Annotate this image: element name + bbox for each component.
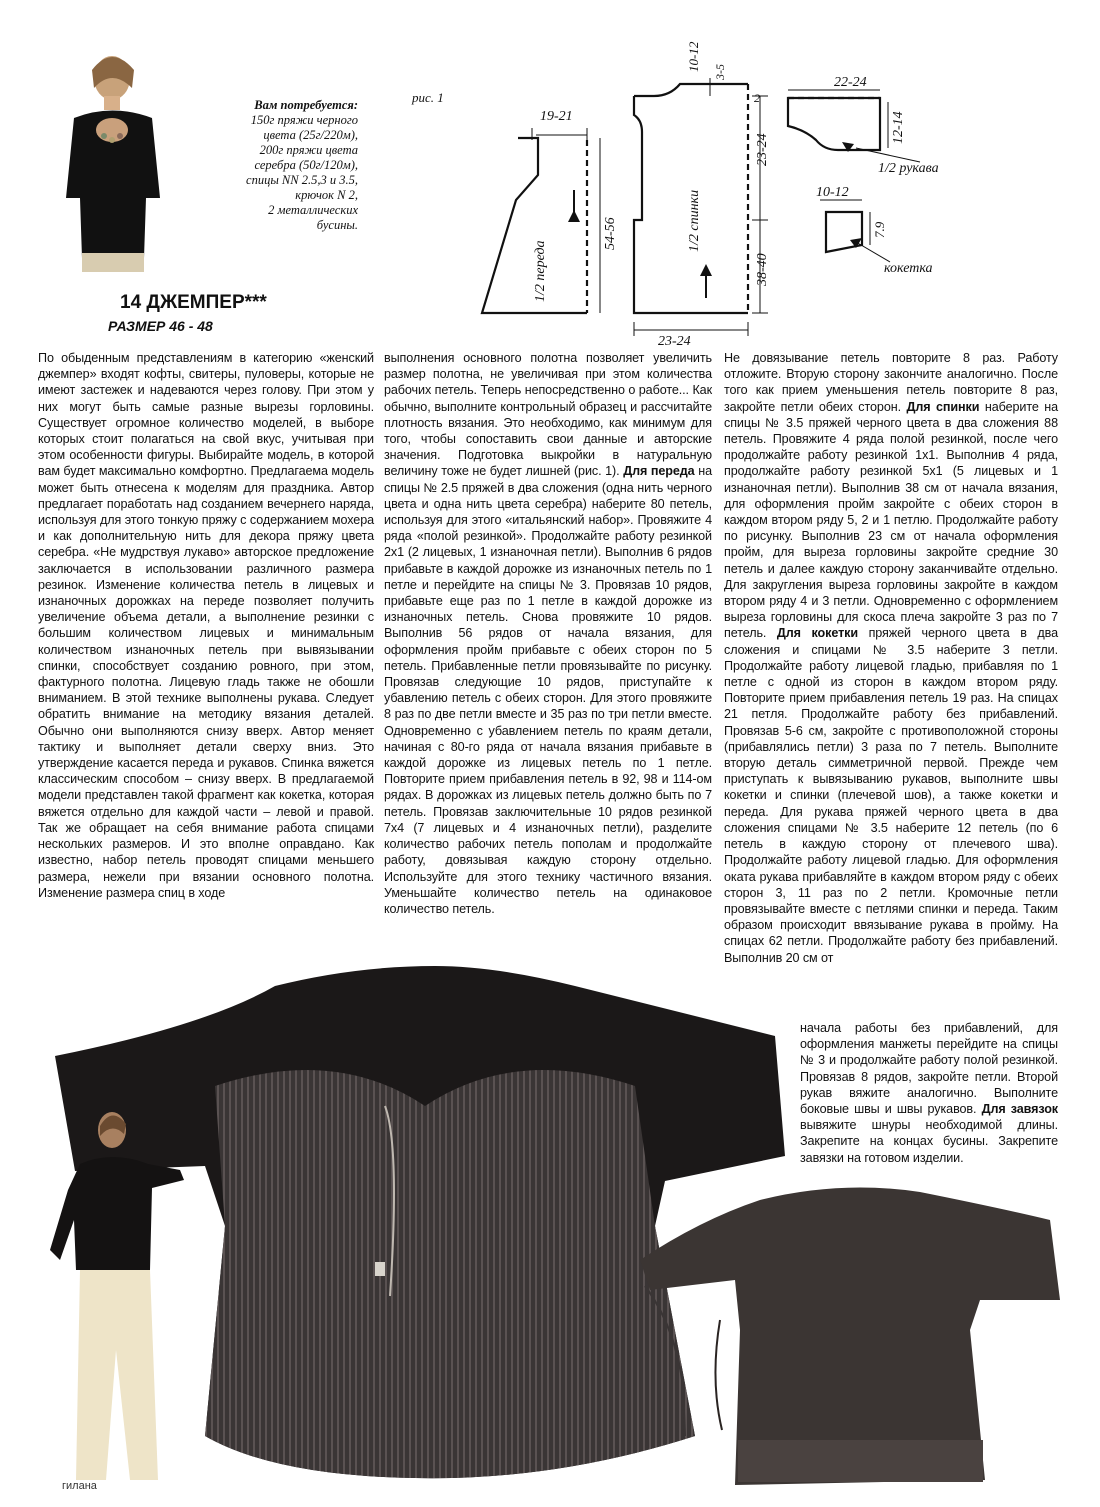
text-span: начала работы без прибавлений, для оформления манжеты перейдите на спицы № 3 и продолжайте работу полой резинкой. Провязав 8 рядов, закройте петли. Второй рукав вяжите аналогично. Выполните боковые швы и швы рукавов. <box>800 1021 1058 1117</box>
materials-title: Вам потребуется: <box>254 98 358 112</box>
model-photo <box>60 48 172 272</box>
materials-line: цвета (25г/220м), <box>263 128 358 142</box>
back-piece-label: 1/2 спинки <box>687 189 702 252</box>
front-piece-label: 1/2 переда <box>533 240 548 302</box>
paragraph <box>384 350 712 917</box>
armhole-height-label: 23-24 <box>755 133 770 166</box>
yoke-height-label: 7.9 <box>872 221 887 238</box>
body-height-label: 38-40 <box>755 253 770 286</box>
jumper-photo-back <box>640 1180 1070 1490</box>
materials-line: 200г пряжи цвета <box>259 143 358 157</box>
sleeve-width-label: 22-24 <box>834 75 867 90</box>
materials-line: спицы NN 2.5,3 и 3.5, <box>246 173 358 187</box>
materials-line: 2 металлических <box>268 203 358 217</box>
shoulder-drop-label: 2 <box>754 91 760 105</box>
sleeve-cap-label: 12-14 <box>891 111 906 144</box>
text-span: выполнения основного полотна позволяет увеличить размер полотна, не увеличивая при этом количества рабочих петель. Теперь непосредственно о работе... Как обычно, выполните контрольный образец и рассчитайте плотность вязания. Это необходимо, как минимум для того, чтобы сопоставить свои данные и авторские значения. Подготовка выкройки в натуральную величину тоже не будет лишней (рис. 1). <box>384 351 712 479</box>
materials-line: крючок N 2, <box>295 188 358 202</box>
bold-heading-front: Для переда <box>623 464 695 479</box>
bold-heading-ties: Для завязок <box>981 1102 1059 1117</box>
materials-line: бусины. <box>316 218 358 232</box>
pattern-schematic <box>470 40 1070 350</box>
text-column-1 <box>38 350 374 901</box>
text-span: на спицы № 2.5 пряжей в два сложения (одна нить черного цвета и одна нить цвета серебра) наберите 80 петель, используя для этого «итальянский набор». Провяжите 4 ряда «полой резинкой». Продолжайте работу резинкой 2х1 (2 лицевых, 1 изнаночная петли). Выполнив 6 рядов прибавьте в каждой дорожке из изнаночных петель по 1 петле и перейдите на спицы № 3. Провязав 10 рядов, прибавьте еще раз по 1 петле в каждой дорожке из изнаночных петель. Снова провяжите 10 рядов. Выполнив 56 рядов от начала вязания, для оформления пройм прибавьте с обеих сторон по 5 петель. Прибавленные петли провязывайте по рисунку. Провязав следующие 10 рядов, приступайте к убавлению петель с обеих сторон. Для этого провяжите 8 раз по две петли вместе и 35 раз по три петли вместе. Одновременно с убавлением петель по краям детали, начиная с 80-го ряда от начала вязания прибавьте в каждой дорожке из лицевых петель по 1 петле. Повторите прием прибавления петель в 92, 98 и 114-ом рядах. В дорожках из лицевых петель должно быть по 7 петель. Провязав заключительные 10 рядов резинкой 7х4 (7 лицевых и 4 изнаночных петли), разделите количество рабочих петель пополам и продолжайте работу, довязывая каждую сторону отдельно. Используйте для этого технику частичного вязания. Уменьшайте количество петель на одинаковое количество петель. <box>384 464 712 916</box>
model-back-view-photo <box>40 1100 220 1480</box>
yoke-label: кокетка <box>884 261 933 276</box>
front-height-label: 54-56 <box>603 217 618 250</box>
bold-heading-back: Для спинки <box>906 399 980 414</box>
materials-list <box>190 98 358 233</box>
paragraph <box>800 1020 1058 1166</box>
text-span: Не довязывание петель повторите 8 раз. Работу отложите. Вторую сторону закончите аналогично. После того как прием уменьшения петель повторите 8 раз, закройте петли обеих сторон. <box>724 351 1058 414</box>
pattern-title: 14 ДЖЕМПЕР*** <box>120 292 267 313</box>
credit-label: гилана <box>62 1480 97 1492</box>
bold-heading-yoke: Для кокетки <box>776 626 858 641</box>
paragraph: По обыденным представлениям в категорию «женский джемпер» входят кофты, свитеры, пуловеры, которые не имеют застежек и надеваются через голову. При этом у них могут быть самые разные вырезы горловины. Существует огромное количество моделей, в выборе которых стоит полагаться на свой вкус, учитывая при этом особенности фигуры. Выбирайте модель, в которой вам будет максимально комфортно. Предлагаема модель может быть отнесена к моделям для праздника. Автор предлагает поработать над созданием вечернего наряда, используя для этого тонкую пряжу с содержанием мохера и как дополнительную нить для декора пряжу цвета серебра. «Не мудрствуя лукаво» авторское предложение заключается в использовании различного размера резинок. Изменение количества петель в лицевых и изнаночных дорожках на переде позволяет получить увеличение объема детали, а выполнение резинки с большим количеством лицевых и минимальным количеством изнаночных петель при вывязывании спинки, способствует созданию ровного, при этом, фактурного полотна. Лицевую гладь также не обошли вниманием. В этой технике выполнены рукава. Следует обратить внимание на методику вязания деталей. Обычно они выполняются снизу вверх. Автор меняет тактику и выполняет детали сверху вниз. Это утверждение касается переда и рукавов. Спинка вяжется классическим способом – снизу вверх. В предлагаемой модели представлен такой фрагмент как кокетка, которая вяжется отдельно для каждой части – левой и правой. Так же обращает на себя внимание работа спицами нескольких размеров. И это вполне оправдано. Как известно, набор петель проводят спицами меньшего размера, нежели при вязании основного полотна. Изменение размера спиц в ходе <box>38 351 374 900</box>
text-span: наберите на спицы № 3.5 пряжей черного цвета в два сложения 88 петель. Провяжите 4 ряда полой резинкой, после чего продолжайте работу резинкой 1х1. Выполнив 4 ряда, продолжайте работу резинкой 5х1 (5 лицевых и 1 изнаночная петли). Выполнив 38 см от начала вязания, для оформления пройм закройте с обеих сторон в каждом втором ряду 5, 2 и 1 петлю. Продолжайте работу по рисунку. Выполнив 23 см от начала оформления пройм, для выреза горловины закройте средние 30 петель и далее каждую сторону заканчивайте отдельно. Для закругления выреза горловины закройте в каждом втором ряду 4 и 3 петли. Одновременно с оформлением выреза горловины для скоса плеча закройте 3 раз по 7 петель. <box>724 399 1058 641</box>
back-width-label: 23-24 <box>658 334 691 349</box>
pattern-size: РАЗМЕР 46 - 48 <box>108 318 213 334</box>
text-span: пряжей черного цвета в два сложения и спицами № 3.5 наберите 3 петли. Продолжайте работу лицевой гладью, прибавляя по 1 петле с одной из сторон в каждом втором ряду. Повторите прием прибавления петель 19 раз. На спицах 21 петля. Продолжайте работу без прибавлений. Провязав 5-6 см, закройте с противоположной стороны (прибавлялись петли) 3 раза по 7 петель. Выполните вторую деталь симметричной первой. Прежде чем приступать к вывязыванию рукавов, выполните швы кокетки и спинки (плечевой шов), а также кокетки и переда. Для рукава пряжей черного цвета в два сложения спицами № 3.5 наберите 12 петель (по 6 петель в каждую сторону от плечевого шва). Продолжайте работу лицевой гладью. Для оформления оката рукава прибавляйте в каждом втором ряду с обеих сторон 3, 11 раз по 2 петли. Кромочные петли провязывайте вместе с петлями спинки и переда. Таким образом происходит ввязывание рукава в пройму. На спицах 62 петли. Продолжайте работу без прибавлений. Выполнив 20 см от <box>724 626 1059 965</box>
text-column-3 <box>724 350 1058 966</box>
text-span: вывяжите шнуры необходимой длины. Закрепите на концах бусины. Закрепите завязки на готовом изделии. <box>800 1118 1058 1165</box>
neck-width-label: 10-12 <box>686 41 701 72</box>
figure-label: рис. 1 <box>412 90 444 105</box>
paragraph <box>724 350 1058 966</box>
materials-line: 150г пряжи черного <box>250 113 358 127</box>
text-column-2 <box>384 350 712 917</box>
materials-line: серебра (50г/120м), <box>254 158 358 172</box>
neck-depth-label: 3-5 <box>713 64 727 80</box>
front-width-label: 19-21 <box>540 109 573 124</box>
text-column-3-continued <box>800 1020 1058 1166</box>
yoke-width-label: 10-12 <box>816 185 849 200</box>
sleeve-label: 1/2 рукава <box>878 161 939 176</box>
